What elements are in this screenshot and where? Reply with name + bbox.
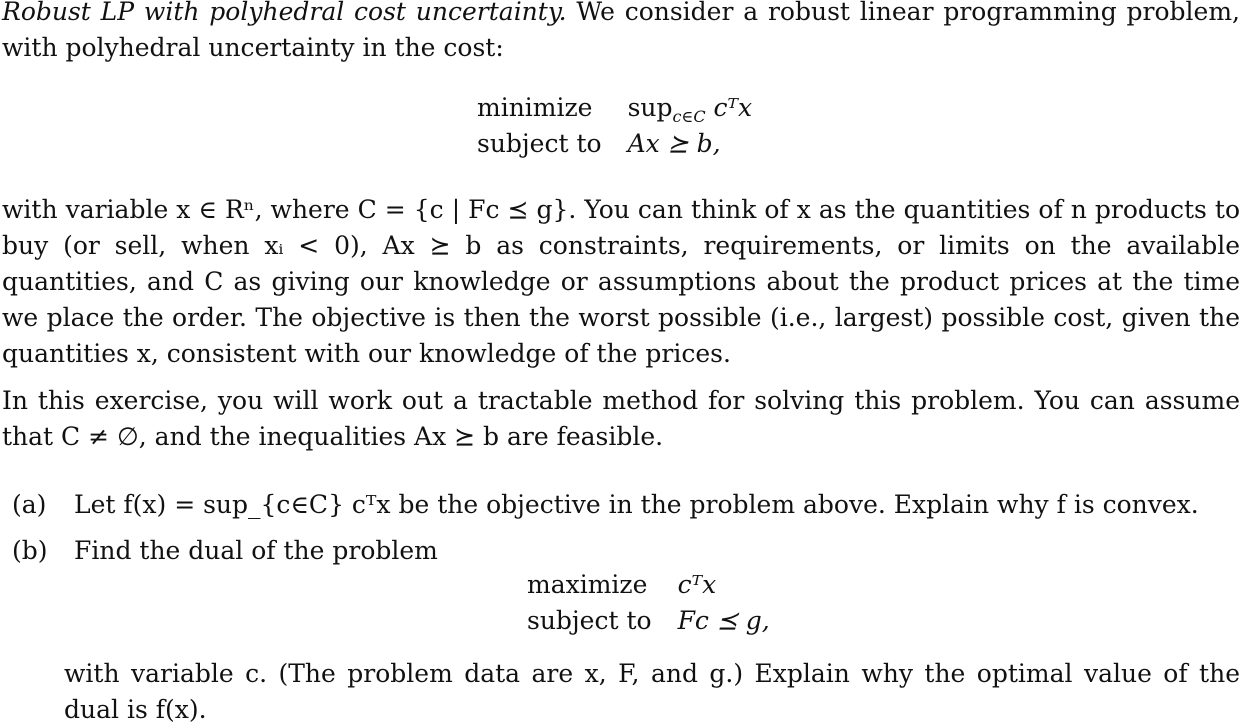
- description-paragraph: with variable x ∈ Rⁿ, where C = {c | Fc ⪯ g}. You can think of x as the quantities of n products to buy (or sell, when xᵢ < 0), Ax ⪰ b as constraints, requirements, or limits on the available quantities, and C as giving our knowledge or assumptions about the product prices at the time we place the order. The objective is then the worst possible (i.e., largest) possible cost, given the quantities x, consistent with our knowledge of the prices.: [2, 195, 1240, 368]
- primal-objective: sup$_{c\in C}$ cᵀx: [627, 93, 753, 126]
- intro-text: We consider a robust linear programming problem, with polyhedral uncertainty in the cost:: [2, 0, 1240, 62]
- primal-problem: [477, 90, 752, 162]
- item-b-text: Find the dual of the problem: [74, 536, 438, 565]
- dual-constraint: Fc ⪯ g,: [677, 606, 770, 635]
- section-heading: Robust LP with polyhedral cost uncertainty.: [2, 0, 567, 26]
- dual-objective-label: maximize: [527, 570, 648, 599]
- dual-objective: cᵀx: [677, 570, 717, 599]
- exercise-paragraph: In this exercise, you will work out a tractable method for solving this problem. You can assume that C ≠ ∅, and the inequalities Ax ⪰ b are feasible.: [2, 386, 1240, 451]
- item-b-label: (b): [12, 536, 48, 565]
- dual-problem: [527, 567, 770, 639]
- primal-constraint-label: subject to: [477, 129, 602, 158]
- item-a-label: (a): [12, 490, 47, 519]
- primal-constraint: Ax ⪰ b,: [627, 129, 721, 158]
- item-b-continuation: with variable c. (The problem data are x, F, and g.) Explain why the optimal value of the dual is f(x).: [64, 659, 1240, 724]
- dual-constraint-label: subject to: [527, 606, 652, 635]
- primal-objective-label: minimize: [477, 93, 593, 122]
- item-a-text: Let f(x) = sup_{c∈C} cᵀx be the objective in the problem above. Explain why f is convex.: [74, 490, 1199, 519]
- intro-paragraph: [2, 0, 1240, 66]
